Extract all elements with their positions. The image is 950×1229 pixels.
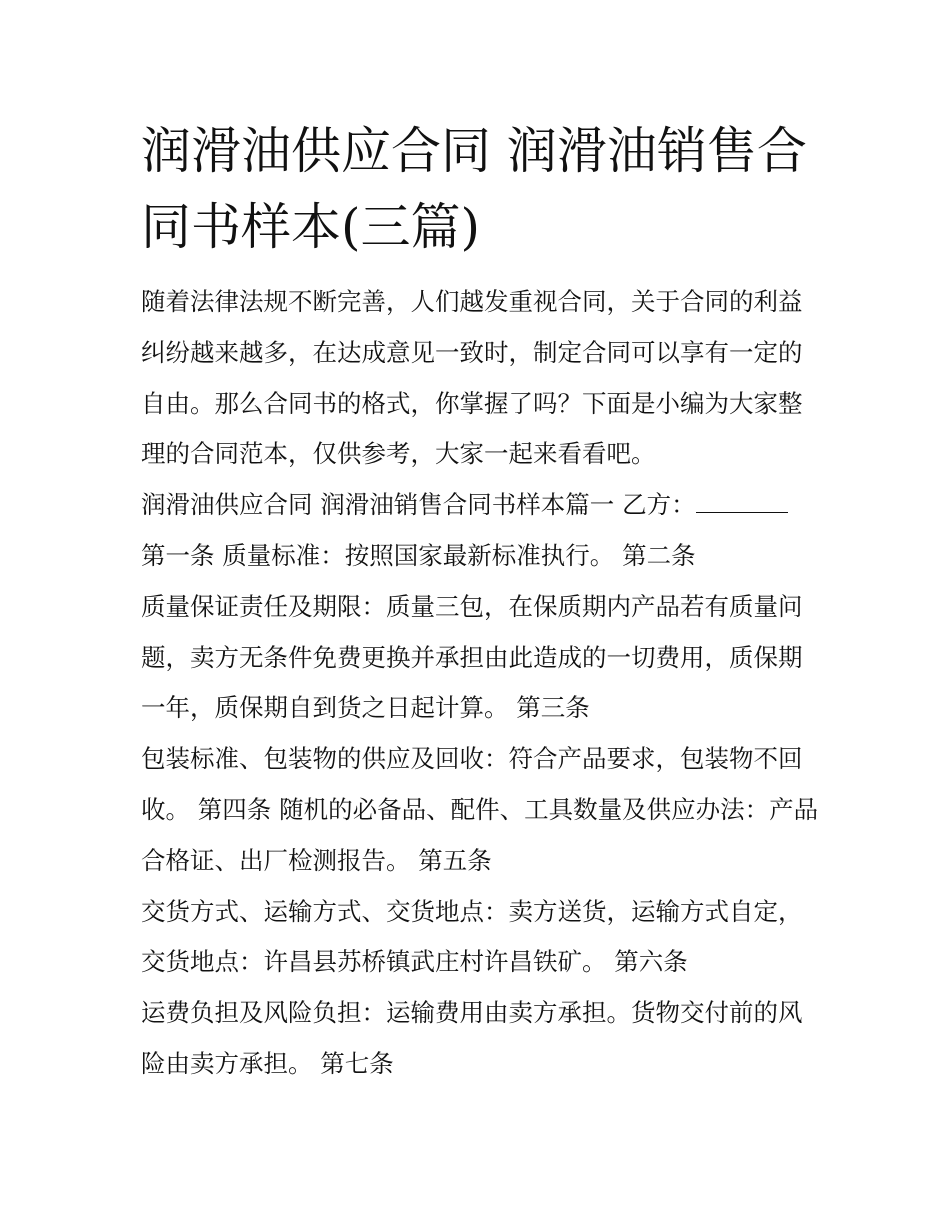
clause-paragraph: 运费负担及风险负担：运输费用由卖方承担。货物交付前的风险由卖方承担。 第七条 xyxy=(141,998,803,1078)
document-title: 润滑油供应合同 润滑油销售合同书样本(三篇) xyxy=(141,122,807,256)
clause-paragraph: 交货方式、运输方式、交货地点：卖方送货，运输方式自定，交货地点：许昌县苏桥镇武庄村许昌铁矿。 第六条 xyxy=(141,896,803,977)
contract-heading-line xyxy=(141,480,821,531)
intro-paragraph: 随着法律法规不断完善，人们越发重视合同，关于合同的利益纠纷越来越多，在达成意见一致时，制定合同可以享有一定的自由。那么合同书的格式，你掌握了吗？下面是小编为大家整理的合同范本，仅供参考，大家一起来看看吧。 xyxy=(141,287,803,469)
clause-paragraph: 质量保证责任及期限：质量三包，在保质期内产品若有质量问题，卖方无条件免费更换并承担由此造成的一切费用，质保期一年，质保期自到货之日起计算。 第三条 xyxy=(141,591,803,723)
clause-paragraph: 第一条 质量标准：按照国家最新标准执行。 第二条 xyxy=(141,540,696,570)
contract-heading-text: 润滑油供应合同 润滑油销售合同书样本篇一 乙方： xyxy=(141,490,696,520)
clause-paragraph: 包装标准、包装物的供应及回收：符合产品要求，包装物不回收。 第四条 随机的必备品、配件、工具数量及供应办法：产品合格证、出厂检测报告。 第五条 xyxy=(141,744,819,875)
document-body xyxy=(141,277,821,1090)
party-b-blank-line xyxy=(696,494,788,513)
